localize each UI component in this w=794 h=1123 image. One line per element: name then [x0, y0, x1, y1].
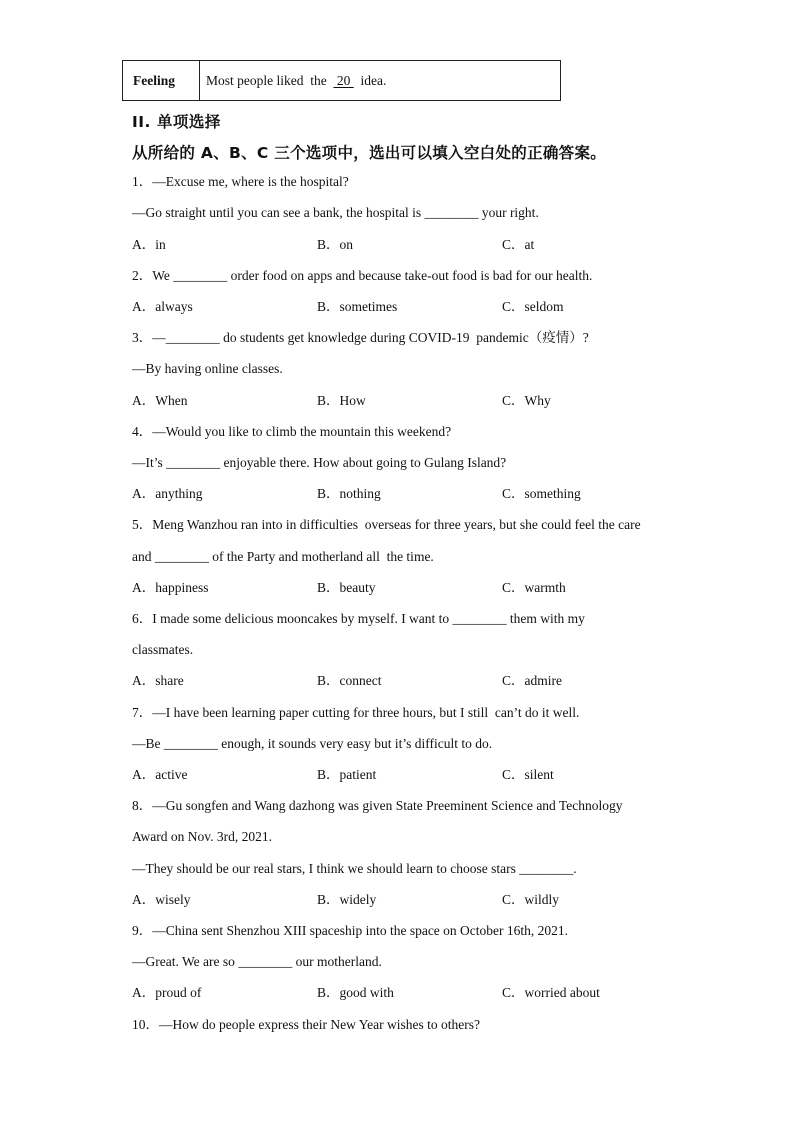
question-9-options — [132, 984, 692, 1002]
question-6-prompt: 6．I made some delicious mooncakes by myself. I want to ________ them with my — [132, 611, 585, 626]
option-a: A．always — [132, 299, 193, 314]
question-8-prompt-cont: Award on Nov. 3rd, 2021. — [132, 829, 272, 844]
question-8-response: —They should be our real stars, I think we should learn to choose stars ________. — [132, 861, 577, 876]
question-4-response: —It’s ________ enjoyable there. How about going to Gulang Island? — [132, 455, 507, 470]
option-c: C．silent — [502, 767, 554, 782]
option-a: A．active — [132, 767, 188, 782]
option-a: A．happiness — [132, 580, 209, 595]
option-a: A．wisely — [132, 892, 191, 907]
question-1-response: —Go straight until you can see a bank, the hospital is ________ your right. — [132, 205, 539, 220]
table-content-cell — [200, 61, 560, 100]
question-4-options — [132, 485, 692, 503]
option-c: C．worried about — [502, 985, 600, 1000]
option-c: C．at — [502, 237, 535, 252]
question-1-options — [132, 236, 692, 254]
question-1-prompt: 1．—Excuse me, where is the hospital? — [132, 174, 349, 189]
option-b: B．good with — [317, 985, 394, 1000]
table-text-before: Most people liked the — [206, 72, 334, 88]
question-7-response: —Be ________ enough, it sounds very easy but it’s difficult to do. — [132, 736, 493, 751]
question-2-options — [132, 298, 692, 316]
option-b: B．nothing — [317, 486, 381, 501]
option-c: C．wildly — [502, 892, 560, 907]
question-5-prompt-cont: and ________ of the Party and motherland all the time. — [132, 549, 434, 564]
option-a: A．share — [132, 673, 184, 688]
section-heading: II. 单项选择 — [132, 113, 221, 131]
option-b: B．connect — [317, 673, 382, 688]
table-label-cell: Feeling — [123, 61, 200, 100]
question-3-response: —By having online classes. — [132, 361, 283, 376]
section-instructions: 从所给的 A、B、C 三个选项中，选出可以填入空白处的正确答案。 — [132, 144, 607, 162]
question-7-prompt: 7．—I have been learning paper cutting for three hours, but I still can’t do it well. — [132, 705, 580, 720]
feeling-table — [122, 60, 561, 101]
question-3-prompt: 3．—________ do students get knowledge during COVID-19 pandemic（疫情）? — [132, 330, 589, 345]
question-6-prompt-cont: classmates. — [132, 642, 194, 657]
option-b: B．patient — [317, 767, 377, 782]
option-b: B．beauty — [317, 580, 376, 595]
question-5-prompt: 5．Meng Wanzhou ran into in difficulties overseas for three years, but she could feel the care — [132, 517, 641, 532]
question-3-options — [132, 392, 692, 410]
option-b: B．How — [317, 393, 366, 408]
question-10-prompt: 10．—How do people express their New Year wishes to others? — [132, 1017, 480, 1032]
question-5-options — [132, 579, 692, 597]
option-a: A．When — [132, 393, 188, 408]
question-8-options — [132, 891, 692, 909]
question-6-options — [132, 672, 692, 690]
question-4-prompt: 4．—Would you like to climb the mountain this weekend? — [132, 424, 452, 439]
question-7-options — [132, 766, 692, 784]
option-c: C．warmth — [502, 580, 566, 595]
question-2-prompt: 2．We ________ order food on apps and because take-out food is bad for our health. — [132, 268, 593, 283]
option-b: B．on — [317, 237, 354, 252]
option-b: B．widely — [317, 892, 377, 907]
option-c: C．something — [502, 486, 581, 501]
option-c: C．seldom — [502, 299, 564, 314]
option-a: A．in — [132, 237, 166, 252]
option-c: C．Why — [502, 393, 551, 408]
question-8-prompt: 8．—Gu songfen and Wang dazhong was given State Preeminent Science and Technology — [132, 798, 623, 813]
option-a: A．anything — [132, 486, 203, 501]
option-c: C．admire — [502, 673, 562, 688]
question-9-response: —Great. We are so ________ our motherland. — [132, 954, 382, 969]
option-a: A．proud of — [132, 985, 202, 1000]
table-blank-answer: 20 — [333, 72, 354, 88]
question-9-prompt: 9．—China sent Shenzhou XIII spaceship into the space on October 16th, 2021. — [132, 923, 569, 938]
table-text-after: idea. — [353, 72, 387, 88]
option-b: B．sometimes — [317, 299, 398, 314]
